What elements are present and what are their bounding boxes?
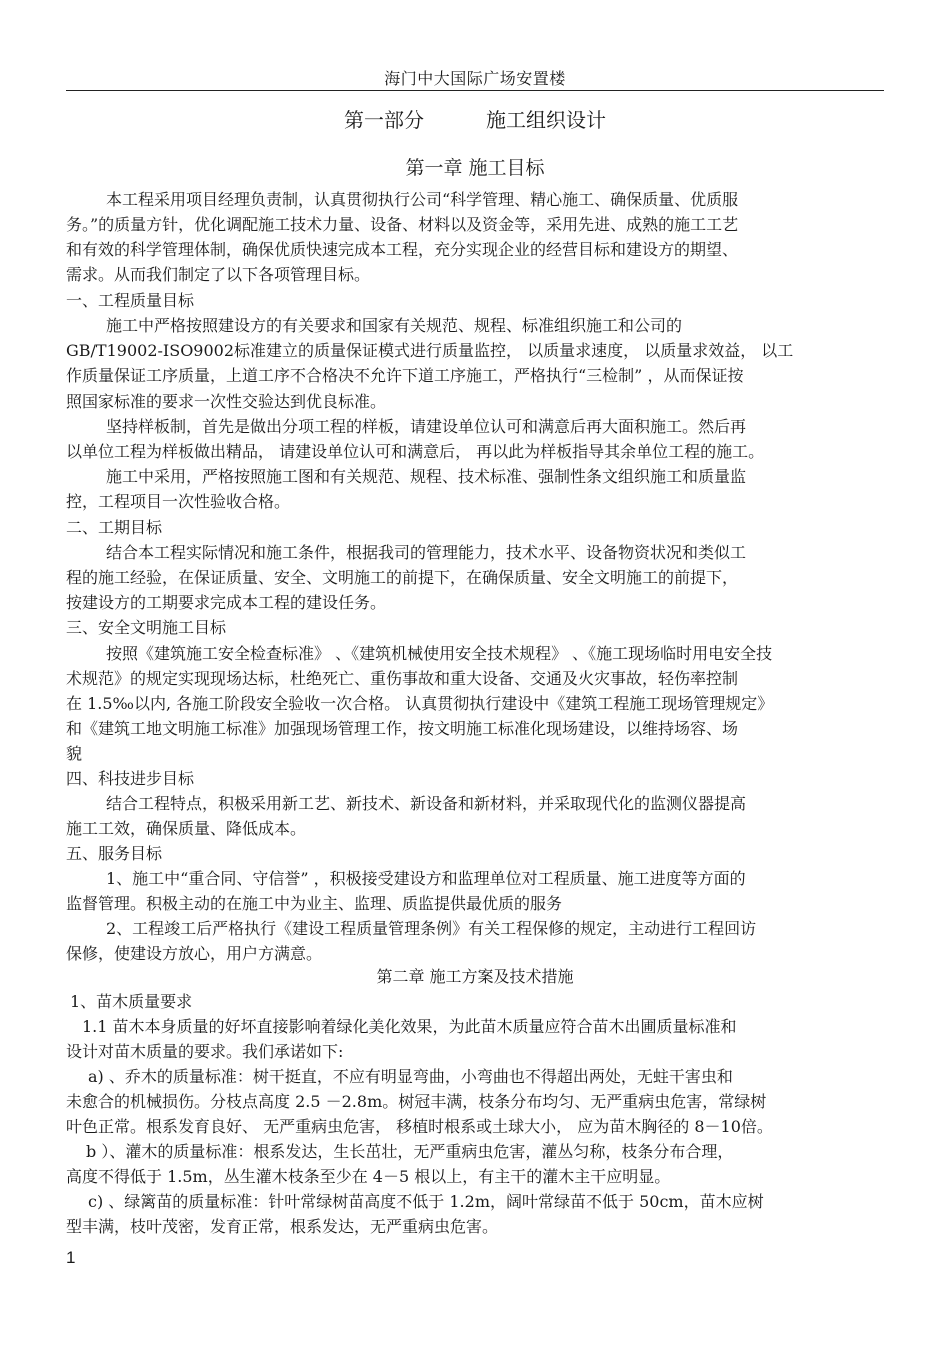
body-line: 设计对苗木质量的要求。我们承诺如下:: [66, 1042, 344, 1061]
body-line: 结合本工程实际情况和施工条件，根据我司的管理能力，技术水平、设备物资状况和类似工: [106, 543, 747, 562]
running-header: 海门中大国际广场安置楼: [384, 69, 566, 88]
body-line: 和有效的科学管理体制，确保优质快速完成本工程，充分实现企业的经营目标和建设方的期望、: [66, 240, 739, 259]
part-title: [0, 104, 950, 133]
body-line: 型丰满，枝叶茂密，发育正常，根系发达，无严重病虫危害。: [66, 1217, 499, 1236]
body-line: 程的施工经验，在保证质量、安全、文明施工的前提下，在确保质量、安全文明施工的前提下，: [66, 568, 739, 587]
body-line: 未愈合的机械损伤。分枝点高度 2.5 －2.8m。树冠丰满，枝条分布均匀、无严重病虫危害，常绿树: [66, 1092, 767, 1111]
body-line: 术规范》的规定实现现场达标，杜绝死亡、重伤事故和重大设备、交通及火灾事故，轻伤率控制: [66, 669, 739, 688]
body-line: 施工中严格按照建设方的有关要求和国家有关规范、规程、标准组织施工和公司的: [106, 316, 683, 335]
body-line: c) 、绿篱苗的质量标准：针叶常绿树苗高度不低于 1.2m，阔叶常绿苗不低于 50cm，苗木应树: [88, 1192, 764, 1211]
body-line: 和《建筑工地文明施工标准》加强现场管理工作，按文明施工标准化现场建设，以维持场容、场: [66, 719, 739, 738]
body-line: b ）、灌木的质量标准：根系发达，生长茁壮，无严重病虫危害，灌丛匀称，枝条分布合理，: [86, 1142, 734, 1161]
section-heading: 二、工期目标: [66, 518, 163, 537]
part-label: 第一部分: [344, 108, 424, 132]
body-line: 保修，使建设方放心，用户方满意。: [66, 944, 323, 963]
body-line: 照国家标准的要求一次性交验达到优良标准。: [66, 392, 387, 411]
section-heading: 1、苗木质量要求: [70, 992, 193, 1011]
body-line: a) 、乔木的质量标准：树干挺直，不应有明显弯曲，小弯曲也不得超出两处，无蛀干害虫和: [88, 1067, 733, 1086]
body-line: 叶色正常。根系发育良好、 无严重病虫危害， 移植时根系或土球大小， 应为苗木胸径的 8－10倍。: [66, 1117, 773, 1136]
body-line: 高度不得低于 1.5m，丛生灌木枝条至少在 4－5 根以上，有主干的灌木主干应明显。: [66, 1167, 671, 1186]
body-line: 作质量保证工序质量，上道工序不合格决不允许下道工序施工，严格执行“三检制” ，从而保证按: [66, 366, 744, 385]
body-line: 1、施工中“重合同、守信誉” ，积极接受建设方和监理单位对工程质量、施工进度等方面的: [106, 869, 746, 888]
chapter-2-title: 第二章 施工方案及技术措施: [376, 967, 574, 986]
body-line: 以单位工程为样板做出精品， 请建设单位认可和满意后， 再以此为样板指导其余单位工程的施工。: [66, 442, 765, 461]
section-heading: 四、科技进步目标: [66, 769, 195, 788]
body-line: 施工工效，确保质量、降低成本。: [66, 819, 307, 838]
chapter-1-title: 第一章 施工目标: [405, 157, 545, 179]
section-heading: 一、工程质量目标: [66, 291, 195, 310]
section-heading: 五、服务目标: [66, 844, 163, 863]
body-line: 1.1 苗木本身质量的好坏直接影响着绿化美化效果，为此苗木质量应符合苗木出圃质量标准和: [82, 1017, 737, 1036]
body-line: 本工程采用项目经理负责制，认真贯彻执行公司“科学管理、精心施工、确保质量、优质服: [106, 190, 739, 209]
body-line: 施工中采用，严格按照施工图和有关规范、规程、技术标准、强制性条文组织施工和质量监: [106, 467, 747, 486]
body-line: 监督管理。积极主动的在施工中为业主、监理、质监提供最优质的服务: [66, 894, 563, 913]
body-line: 貌: [66, 744, 83, 763]
body-line: GB/T19002-ISO9002标准建立的质量保证模式进行质量监控， 以质量求速度， 以质量求效益， 以工: [66, 341, 794, 360]
header-rule: [66, 90, 884, 91]
section-heading: 三、安全文明施工目标: [66, 618, 227, 637]
body-line: 在 1.5‰以内, 各施工阶段安全验收一次合格。 认真贯彻执行建设中《建筑工程施工现场管理规定》: [66, 694, 774, 713]
body-line: 控，工程项目一次性验收合格。: [66, 492, 291, 511]
body-line: 结合工程特点，积极采用新工艺、新技术、新设备和新材料，并采取现代化的监测仪器提高: [106, 794, 747, 813]
body-line: 需求。从而我们制定了以下各项管理目标。: [66, 265, 371, 284]
body-line: 2、工程竣工后严格执行《建设工程质量管理条例》有关工程保修的规定，主动进行工程回访: [106, 919, 757, 938]
body-line: 坚持样板制，首先是做出分项工程的样板，请建设单位认可和满意后再大面积施工。然后再: [106, 417, 747, 436]
part-name: 施工组织设计: [486, 108, 606, 132]
body-line: 务。”的质量方针，优化调配施工技术力量、设备、材料以及资金等，采用先进、成熟的施工工艺: [66, 215, 739, 234]
page-number: 1: [66, 1248, 76, 1267]
body-line: 按建设方的工期要求完成本工程的建设任务。: [66, 593, 387, 612]
body-line: 按照《建筑施工安全检查标准》 、《建筑机械使用安全技术规程》 、《施工现场临时用电安全技: [106, 644, 773, 663]
